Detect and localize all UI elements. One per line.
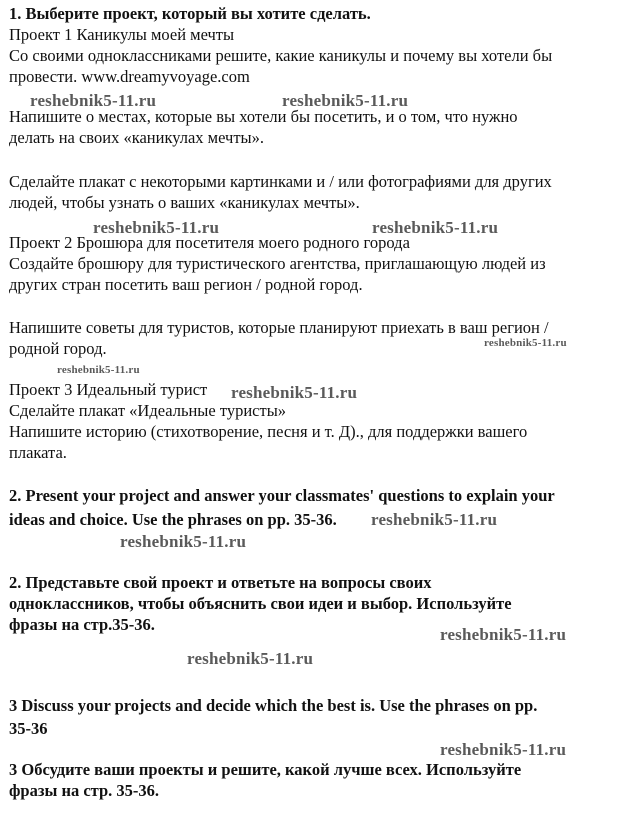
text-line: Напишите о местах, которые вы хотели бы посетить, и о том, что нужно xyxy=(9,107,518,126)
task-2-ru-line: одноклассников, чтобы объяснить свои идеи и выбор. Используйте xyxy=(9,594,512,613)
task-1-heading: 1. Выберите проект, который вы хотите сделать. xyxy=(9,4,371,23)
watermark: reshebnik5-11.ru xyxy=(57,364,140,376)
task-2-ru-line: 2. Представьте свой проект и ответьте на вопросы своих xyxy=(9,573,432,592)
task-2-en-line: 2. Present your project and answer your classmates' questions to explain your xyxy=(9,486,555,505)
watermark: reshebnik5-11.ru xyxy=(231,383,358,402)
text-line: Создайте брошюру для туристического агентства, приглашающую людей из xyxy=(9,254,546,273)
text-line: людей, чтобы узнать о ваших «каникулах мечты». xyxy=(9,193,360,212)
watermark: reshebnik5-11.ru xyxy=(187,649,314,668)
text-line: Сделайте плакат «Идеальные туристы» xyxy=(9,401,287,420)
text-line: провести. www.dreamyvoyage.com xyxy=(9,67,250,86)
text-line: Со своими одноклассниками решите, какие каникулы и почему вы хотели бы xyxy=(9,46,553,65)
watermark: reshebnik5-11.ru xyxy=(372,218,499,237)
watermark: reshebnik5-11.ru xyxy=(282,91,409,110)
text-line: плаката. xyxy=(9,443,67,462)
watermark: reshebnik5-11.ru xyxy=(440,740,567,759)
text-line: Сделайте плакат с некоторыми картинками и / или фотографиями для других xyxy=(9,172,552,191)
watermark: reshebnik5-11.ru xyxy=(440,625,567,644)
task-3-en-line: 35-36 xyxy=(9,719,48,738)
task-3-ru-line: фразы на стр. 35-36. xyxy=(9,781,160,800)
watermark: reshebnik5-11.ru xyxy=(120,532,247,551)
text-line: Напишите историю (стихотворение, песня и т. Д)., для поддержки вашего xyxy=(9,422,528,441)
task-3-en-line: 3 Discuss your projects and decide which the best is. Use the phrases on pp. xyxy=(9,696,538,715)
watermark: reshebnik5-11.ru xyxy=(93,218,220,237)
task-3-ru-line: 3 Обсудите ваши проекты и решите, какой лучше всех. Используйте xyxy=(9,760,522,779)
watermark: reshebnik5-11.ru xyxy=(371,510,498,529)
text-line: Напишите советы для туристов, которые планируют приехать в ваш регион / xyxy=(9,318,549,337)
task-2-en-line: ideas and choice. Use the phrases on pp. 35-36. xyxy=(9,510,337,529)
project-2-title: Проект 2 Брошюра для посетителя моего родного города xyxy=(9,233,410,252)
watermark: reshebnik5-11.ru xyxy=(484,337,567,349)
project-3-title: Проект 3 Идеальный турист xyxy=(9,380,208,399)
text-line: родной город. xyxy=(9,339,107,358)
project-1-title: Проект 1 Каникулы моей мечты xyxy=(9,25,235,44)
task-2-ru-line: фразы на стр.35-36. xyxy=(9,615,155,634)
text-line: других стран посетить ваш регион / родной город. xyxy=(9,275,363,294)
watermark: reshebnik5-11.ru xyxy=(30,91,157,110)
text-line: делать на своих «каникулах мечты». xyxy=(9,128,265,147)
